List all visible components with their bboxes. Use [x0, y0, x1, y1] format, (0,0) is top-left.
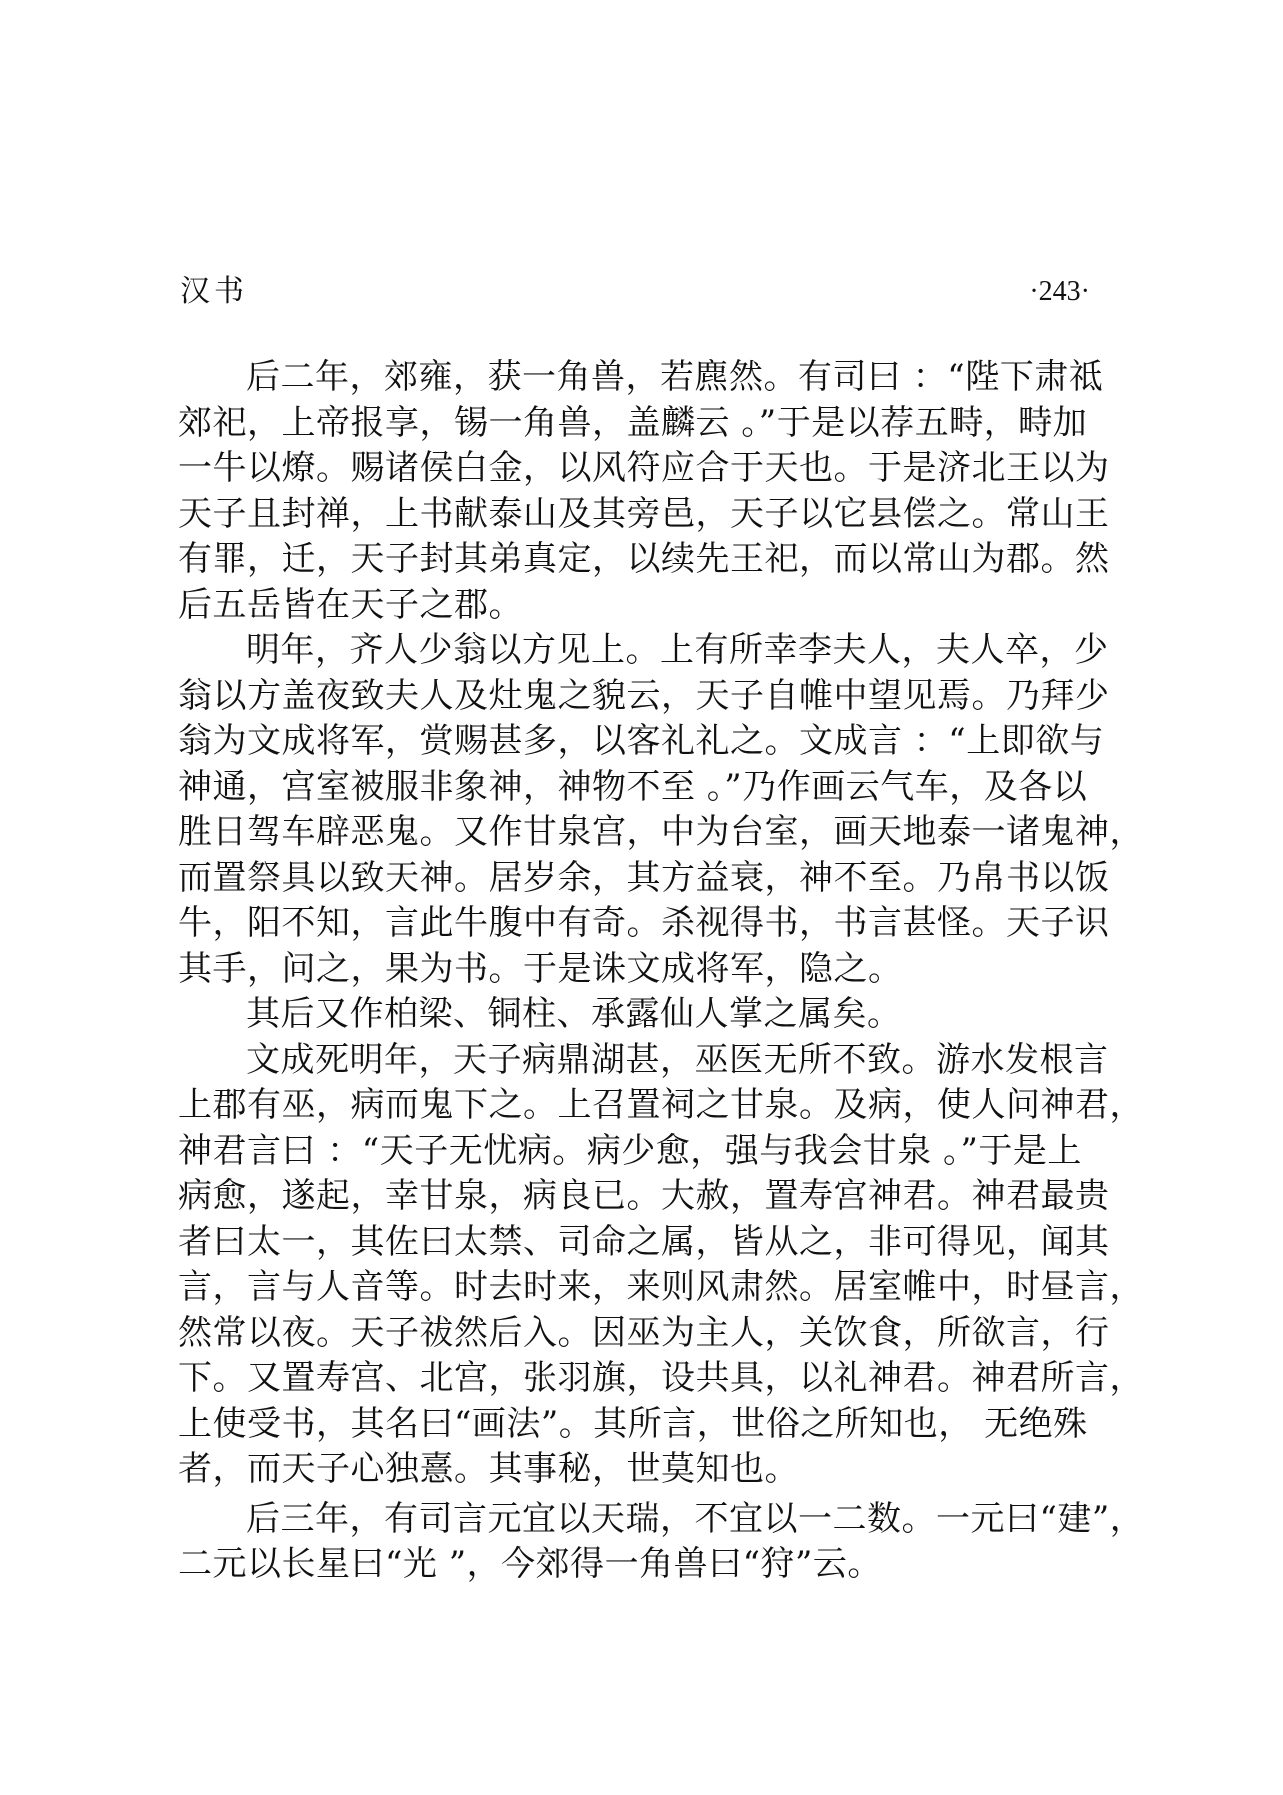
text-line: 翁为文成将军，赏赐甚多，以客礼礼之。文成言 ：“上即欲与 [178, 721, 1105, 761]
body-text [178, 355, 1145, 1588]
text-line: 者，而天子心独憙。其事秘，世莫知也。 [178, 1449, 799, 1489]
text-line: 后二年，郊雍，获一角兽，若麃然。有司曰 ：“陛下肃祗 [246, 357, 1104, 397]
book-title: 汉书 [180, 274, 248, 309]
text-line: 郊祀，上帝报享，锡一角兽，盖麟云 。”于是以荐五畤，畤加 [178, 402, 1088, 443]
text-line: 其手，问之，果为书。于是诛文成将军，隐之。 [178, 948, 903, 989]
paragraph [178, 1038, 1144, 1493]
text-line: 而置祭具以致天神。居岁余，其方益衰，神不至。乃帛书以饭 [178, 857, 1110, 898]
text-line: 翁以方盖夜致夫人及灶鬼之貌云，天子自帷中望见焉。乃拜少 [178, 675, 1110, 716]
text-line: 神君言曰 ：“天子无忧病。病少愈，强与我会甘泉 。”于是上 [178, 1130, 1082, 1171]
paragraph [178, 1497, 1145, 1588]
text-line: 有罪，迁，天子封其弟真定，以续先王祀，而以常山为郡。然 [178, 539, 1110, 579]
paragraph [178, 628, 1144, 992]
paragraph [178, 355, 1110, 628]
page-header [180, 270, 1090, 314]
text-line: 后三年，有司言元宜以天瑞，不宜以一二数。一元曰“建”， [246, 1498, 1145, 1539]
text-line: 上郡有巫，病而鬼下之。上召置祠之甘泉。及病，使人问神君， [178, 1085, 1144, 1125]
text-line: 然常以夜。天子祓然后入。因巫为主人，关饮食，所欲言，行 [178, 1312, 1110, 1353]
text-line: 牛，阳不知，言此牛腹中有奇。杀视得书，书言甚怪。天子识 [178, 903, 1110, 943]
text-line: 天子且封禅，上书献泰山及其旁邑，天子以它县偿之。常山王 [178, 493, 1110, 534]
text-line: 其后又作柏梁、铜柱、承露仙人掌之属矣。 [246, 994, 902, 1034]
text-line: 上使受书，其名曰“画法”。其所言，世俗之所知也， 无绝殊 [178, 1403, 1088, 1444]
text-line: 病愈，遂起，幸甘泉，病良已。大赦，置寿宫神君。神君最贵 [178, 1176, 1110, 1216]
paragraph [178, 992, 1088, 1038]
text-line: 后五岳皆在天子之郡。 [178, 584, 523, 625]
text-line: 一牛以燎。赐诸侯白金，以风符应合于天也。于是济北王以为 [178, 448, 1110, 488]
text-line: 神通，宫室被服非象神，神物不至 。”乃作画云气车，及各以 [178, 766, 1088, 807]
page-number: ·243· [1029, 276, 1090, 307]
text-line: 二元以长星曰“光 ”，今郊得一角兽曰“狩”云。 [178, 1544, 882, 1584]
text-line: 胜日驾车辟恶鬼。又作甘泉宫，中为台室，画天地泰一诸鬼神， [178, 812, 1144, 852]
text-line: 明年，齐人少翁以方见上。上有所幸李夫人，夫人卒，少 [246, 630, 1109, 670]
text-line: 文成死明年，天子病鼎湖甚，巫医无所不致。游水发根言 [246, 1039, 1109, 1080]
text-line: 者曰太一，其佐曰太禁、司命之属，皆从之，非可得见，闻其 [178, 1221, 1110, 1262]
text-line: 下。又置寿宫、北宫，张羽旗，设共具，以礼神君。神君所言， [178, 1358, 1144, 1398]
text-line: 言，言与人音等。时去时来，来则风肃然。居室帷中，时昼言， [178, 1267, 1144, 1307]
